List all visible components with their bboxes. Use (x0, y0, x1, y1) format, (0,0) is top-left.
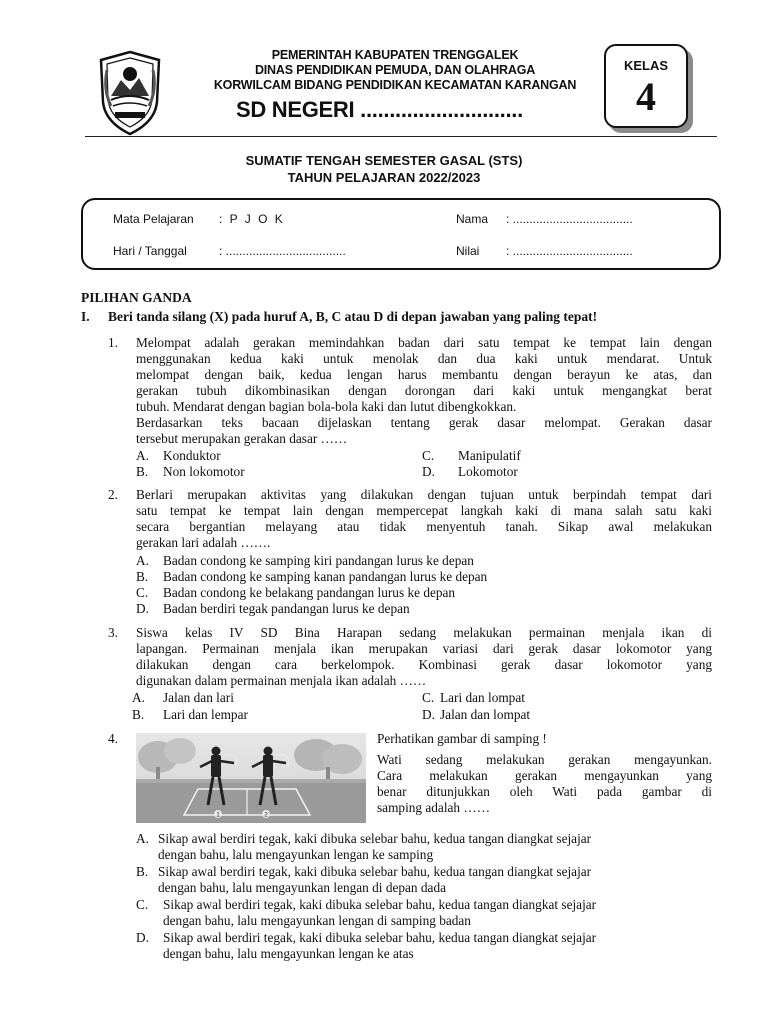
option-text[interactable]: dengan bahu, lalu mengayunkan lengan ke atas (163, 946, 414, 961)
option-letter[interactable]: B. (136, 864, 149, 879)
option-text[interactable]: Konduktor (163, 448, 221, 463)
question-text-line: Cara melakukan gerakan mengayunkan yang (377, 768, 712, 783)
school-name: SD NEGERI ............................ (236, 97, 523, 122)
question-number: 2. (108, 487, 118, 502)
option-text[interactable]: dengan bahu, lalu mengayunkan lengan di depan dada (158, 880, 446, 895)
option-letter[interactable]: D. (136, 930, 149, 945)
question-number: 3. (108, 625, 118, 640)
option-text[interactable]: dengan bahu, lalu mengayunkan lengan di samping badan (163, 913, 471, 928)
question-text-line: satu tempat ke tempat lain dengan mempercepat langkah kaki di mana salah satu kaki (136, 503, 712, 518)
option-text[interactable]: Manipulatif (458, 448, 521, 463)
score-label: Nilai (456, 244, 480, 258)
exam-title: SUMATIF TENGAH SEMESTER GASAL (STS) (245, 153, 523, 168)
subject-value: : P J O K (219, 212, 285, 226)
class-badge (604, 44, 688, 128)
exam-year: TAHUN PELAJARAN 2022/2023 (287, 170, 481, 185)
subject-label: Mata Pelajaran (113, 212, 194, 226)
option-text[interactable]: dengan bahu, lalu mengayunkan lengan ke samping (158, 847, 434, 862)
question-number: 4. (108, 731, 118, 746)
option-letter[interactable]: D. (422, 707, 435, 722)
department-header: DINAS PENDIDIKAN PEMUDA, DAN OLAHRAGA (254, 63, 536, 77)
option-letter[interactable]: B. (136, 464, 149, 479)
option-letter[interactable]: D. (422, 464, 435, 479)
name-field[interactable]: : .................................... (506, 212, 633, 226)
option-letter[interactable]: A. (132, 690, 145, 705)
question-text-line: tersebut merupakan gerakan dasar …… (136, 431, 348, 446)
option-text[interactable]: Jalan dan lari (163, 690, 234, 705)
question-text-line: gerakan lari adalah ……. (136, 535, 271, 550)
option-text[interactable]: Non lokomotor (163, 464, 245, 479)
score-field[interactable]: : .................................... (506, 244, 633, 258)
option-text[interactable]: Sikap awal berdiri tegak, kaki dibuka selebar bahu, kedua tangan diangkat sejajar (158, 831, 592, 846)
question-number: 1. (108, 335, 118, 350)
option-letter[interactable]: A. (136, 553, 149, 568)
date-label: Hari / Tanggal (113, 244, 187, 258)
identity-box (81, 198, 721, 270)
question-text-line: lapangan. Permainan menjala ikan merupakan variasi dari gerak dasar lokomotor yang (136, 641, 712, 656)
swinging-arms-illustration (136, 733, 366, 823)
option-letter[interactable]: C. (422, 690, 435, 705)
option-text[interactable]: Sikap awal berdiri tegak, kaki dibuka selebar bahu, kedua tangan diangkat sejajar (158, 864, 592, 879)
government-header: PEMERINTAH KABUPATEN TRENGGALEK (271, 48, 519, 62)
option-text[interactable]: Sikap awal berdiri tegak, kaki dibuka selebar bahu, kedua tangan diangkat sejajar (163, 930, 597, 945)
question-text-line: Berlari merupakan aktivitas yang dilakukan dengan tujuan untuk berpindah tempat dari (136, 487, 712, 502)
question-text-line: digunakan dalam permainan menjala ikan adalah …… (136, 673, 427, 688)
option-letter[interactable]: A. (136, 831, 149, 846)
section-instruction: Beri tanda silang (X) pada huruf A, B, C atau D di depan jawaban yang paling tepat! (108, 309, 598, 324)
question-text-line: menggunakan kedua kaki untuk menolak dan dua kaki untuk mendarat. Untuk (136, 351, 712, 366)
section-roman-numeral: I. (81, 309, 90, 324)
question-intro: Perhatikan gambar di samping ! (377, 731, 547, 746)
option-letter[interactable]: C. (422, 448, 435, 463)
question-text-line: melompat dengan baik, kedua lengan harus membantu dengan berayun ke atas, dan (136, 367, 712, 382)
class-badge-label: KELAS (623, 58, 669, 73)
option-text[interactable]: Lari dan lempar (163, 707, 248, 722)
option-text[interactable]: Lokomotor (458, 464, 518, 479)
figure-1-marker: 1 (216, 812, 220, 819)
option-text[interactable]: Badan berdiri tegak pandangan lurus ke depan (163, 601, 410, 616)
header-divider (85, 136, 717, 137)
question-text-line: Wati sedang melakukan gerakan mengayunkan. (377, 752, 712, 767)
option-text[interactable]: Badan condong ke samping kiri pandangan lurus ke depan (163, 553, 474, 568)
question-text-line: Siswa kelas IV SD Bina Harapan sedang melakukan permainan menjala ikan di (136, 625, 712, 640)
name-label: Nama (456, 212, 489, 226)
regency-logo (97, 50, 163, 136)
option-text[interactable]: Sikap awal berdiri tegak, kaki dibuka selebar bahu, kedua tangan diangkat sejajar (163, 897, 597, 912)
option-text[interactable]: Jalan dan lompat (440, 707, 531, 722)
date-field[interactable]: : .................................... (219, 244, 346, 258)
question-text-line: Berdasarkan teks bacaan dijelaskan tentang gerak dasar melompat. Gerakan dasar (136, 415, 712, 430)
figure-2-marker: 2 (264, 812, 268, 819)
question-text-line: Melompat adalah gerakan memindahkan badan dari satu tempat ke tempat lain dengan (136, 335, 712, 350)
option-letter[interactable]: B. (136, 569, 149, 584)
option-text[interactable]: Badan condong ke samping kanan pandangan lurus ke depan (163, 569, 488, 584)
option-text[interactable]: Badan condong ke belakang pandangan lurus ke depan (163, 585, 456, 600)
option-letter[interactable]: A. (136, 448, 149, 463)
class-badge-number: 4 (636, 74, 656, 119)
option-letter[interactable]: B. (132, 707, 145, 722)
option-letter[interactable]: C. (136, 585, 149, 600)
question-text-line: samping adalah …… (377, 800, 490, 815)
question-text-line: dilakukan dengan cara berkelompok. Kombinasi gerak dasar lokomotor yang (136, 657, 712, 672)
question-text-line: tubuh. Mendarat dengan bagian bola-bola kaki dan lutut dibengkokkan. (136, 399, 517, 414)
option-letter[interactable]: D. (136, 601, 149, 616)
question-text-line: benar ditunjukkan oleh Wati pada gambar di (377, 784, 712, 799)
question-text-line: gerakan tubuh dikombinasikan dengan dorongan dari kaki untuk mengangkat berat (136, 383, 712, 398)
question-text-line: secara bergantian melayang atau tidak menyentuh tanah. Sikap awal melakukan (136, 519, 712, 534)
section-title: PILIHAN GANDA (81, 290, 192, 305)
option-text[interactable]: Lari dan lompat (440, 690, 525, 705)
option-letter[interactable]: C. (136, 897, 149, 912)
korwilcam-header: KORWILCAM BIDANG PENDIDIKAN KECAMATAN KARANGAN (213, 78, 577, 92)
